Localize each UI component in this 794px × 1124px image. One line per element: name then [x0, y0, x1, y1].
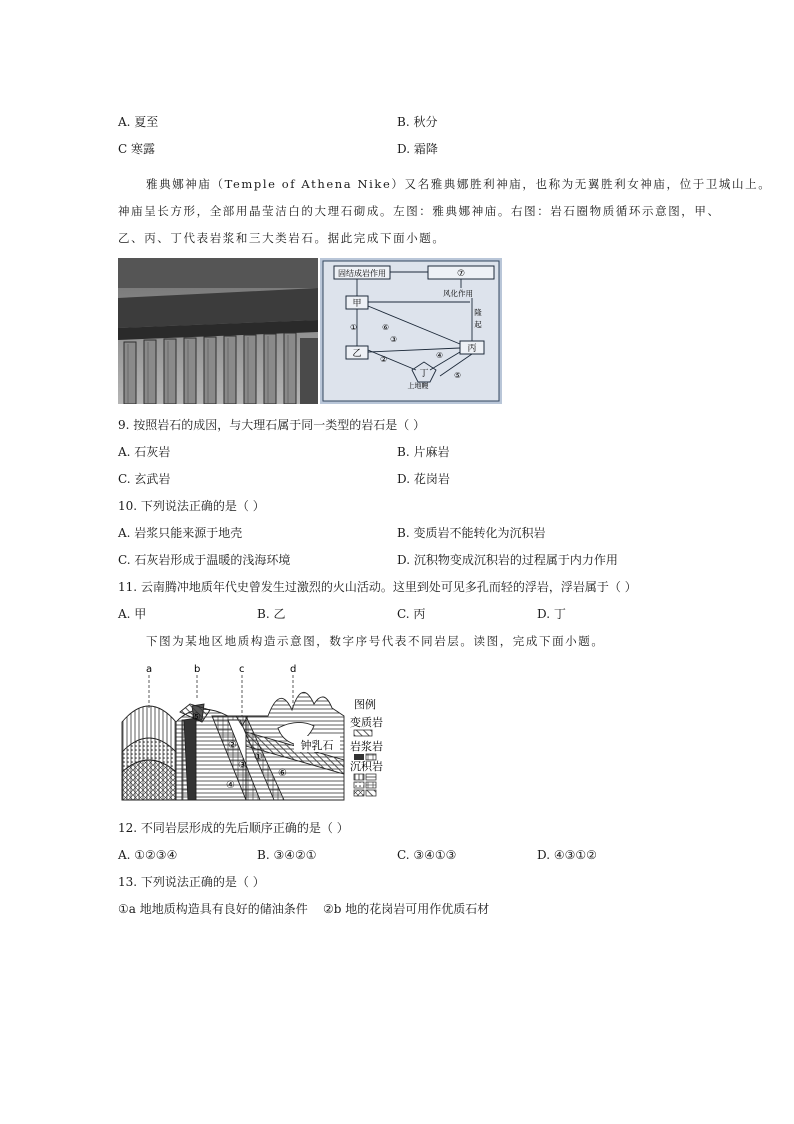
passage2: 下图为某地区地质构造示意图，数字序号代表不同岩层。读图，完成下面小题。 — [146, 634, 605, 648]
num-2: ② — [380, 355, 388, 364]
legend-swatch-sed-2 — [366, 774, 376, 780]
num-6: ⑥ — [382, 323, 390, 332]
q8-option-d: D. 霜降 — [397, 142, 438, 156]
q8-option-a: A. 夏至 — [118, 115, 159, 129]
q12-option-d: D. ④③①② — [537, 848, 597, 862]
q9-stem: 9. 按照岩石的成因，与大理石属于同一类型的岩石是（ ） — [118, 418, 426, 432]
label-a: a — [146, 664, 153, 675]
q12-option-b: B. ③④②① — [257, 848, 317, 862]
legend-swatch-metamorphic — [354, 730, 372, 736]
num-1: ① — [350, 323, 358, 332]
q9-option-c: C. 玄武岩 — [118, 472, 171, 486]
label-seven: ⑦ — [456, 269, 466, 279]
label-uplift-2: 起 — [474, 320, 482, 329]
q8-option-c: C 寒露 — [118, 142, 155, 156]
num-geo-4: ④ — [226, 780, 235, 791]
legend-sedimentary: 沉积岩 — [350, 760, 383, 773]
num-geo-2: ② — [228, 740, 237, 751]
q13-statement-1: ①a 地地质构造具有良好的储油条件 — [118, 902, 308, 916]
q11-option-a: A. 甲 — [118, 607, 147, 621]
num-geo-1: ① — [254, 752, 263, 763]
label-b: b — [194, 664, 201, 675]
label-uplift-1: 隆 — [474, 308, 482, 317]
q10-option-b: B. 变质岩不能转化为沉积岩 — [397, 526, 546, 540]
passage1-line1: 雅典娜神庙（Temple of Athena Nike）又名雅典娜胜利神庙，也称为无翼胜利女神庙，位于卫城山上。 — [146, 177, 772, 191]
passage1-line3: 乙、丙、丁代表岩浆和三大类岩石。据此完成下面小题。 — [118, 231, 446, 245]
label-weathering: 风化作用 — [443, 289, 473, 298]
q10-option-c: C. 石灰岩形成于温暖的浅海环境 — [118, 553, 291, 567]
label-consolidation: 固结成岩作用 — [338, 269, 386, 278]
q11-option-c: C. 丙 — [397, 607, 426, 621]
num-geo-6: ⑥ — [278, 768, 287, 779]
q8-option-b: B. 秋分 — [397, 115, 438, 129]
label-bing: 丙 — [467, 344, 477, 354]
q9-option-d: D. 花岗岩 — [397, 472, 450, 486]
legend-swatch-sed-6 — [366, 790, 376, 796]
passage1-line2: 神庙呈长方形，全部用晶莹洁白的大理石砌成。左图：雅典娜神庙。右图：岩石圈物质循环示意图，甲、 — [118, 204, 721, 218]
label-stalactite: 钟乳石 — [300, 739, 334, 752]
q10-option-a: A. 岩浆只能来源于地壳 — [118, 526, 243, 540]
q11-option-d: D. 丁 — [537, 607, 566, 621]
num-geo-5: ⑤ — [192, 712, 201, 723]
label-jia: 甲 — [352, 299, 362, 309]
legend-swatch-sed-1 — [354, 774, 364, 780]
temple-photo — [118, 258, 318, 404]
q9-option-a: A. 石灰岩 — [118, 445, 171, 459]
q13-statement-2: ②b 地的花岗岩可用作优质石材 — [323, 902, 490, 916]
label-mantle: 上地幔 — [407, 382, 429, 390]
label-c: c — [239, 664, 245, 675]
q12-option-a: A. ①②③④ — [118, 848, 178, 862]
num-geo-3: ③ — [238, 760, 247, 771]
q12-stem: 12. 不同岩层形成的先后顺序正确的是（ ） — [118, 821, 349, 835]
num-3: ③ — [390, 335, 398, 344]
num-4: ④ — [436, 351, 444, 360]
legend-swatch-sed-4 — [366, 782, 376, 788]
legend-swatch-sed-5 — [354, 790, 364, 796]
q9-option-b: B. 片麻岩 — [397, 445, 450, 459]
q12-option-c: C. ③④①③ — [397, 848, 457, 862]
q11-stem: 11. 云南腾冲地质年代史曾发生过激烈的火山活动。这里到处可见多孔而轻的浮岩，浮岩属于（ ） — [118, 580, 637, 594]
q10-stem: 10. 下列说法正确的是（ ） — [118, 499, 265, 513]
q10-option-d: D. 沉积物变成沉积岩的过程属于内力作用 — [397, 553, 618, 567]
rock-cycle-diagram — [320, 258, 502, 404]
num-5: ⑤ — [454, 371, 462, 380]
legend-igneous: 岩浆岩 — [350, 740, 383, 753]
geologic-structure-diagram — [118, 660, 388, 806]
q11-option-b: B. 乙 — [257, 607, 286, 621]
q13-stem: 13. 下列说法正确的是（ ） — [118, 875, 265, 889]
label-yi: 乙 — [352, 349, 362, 359]
label-ding: 丁 — [419, 369, 429, 379]
legend-title: 图例 — [354, 698, 376, 711]
legend-metamorphic: 变质岩 — [350, 716, 383, 729]
legend-swatch-sed-3 — [354, 782, 364, 788]
label-d: d — [290, 664, 297, 675]
